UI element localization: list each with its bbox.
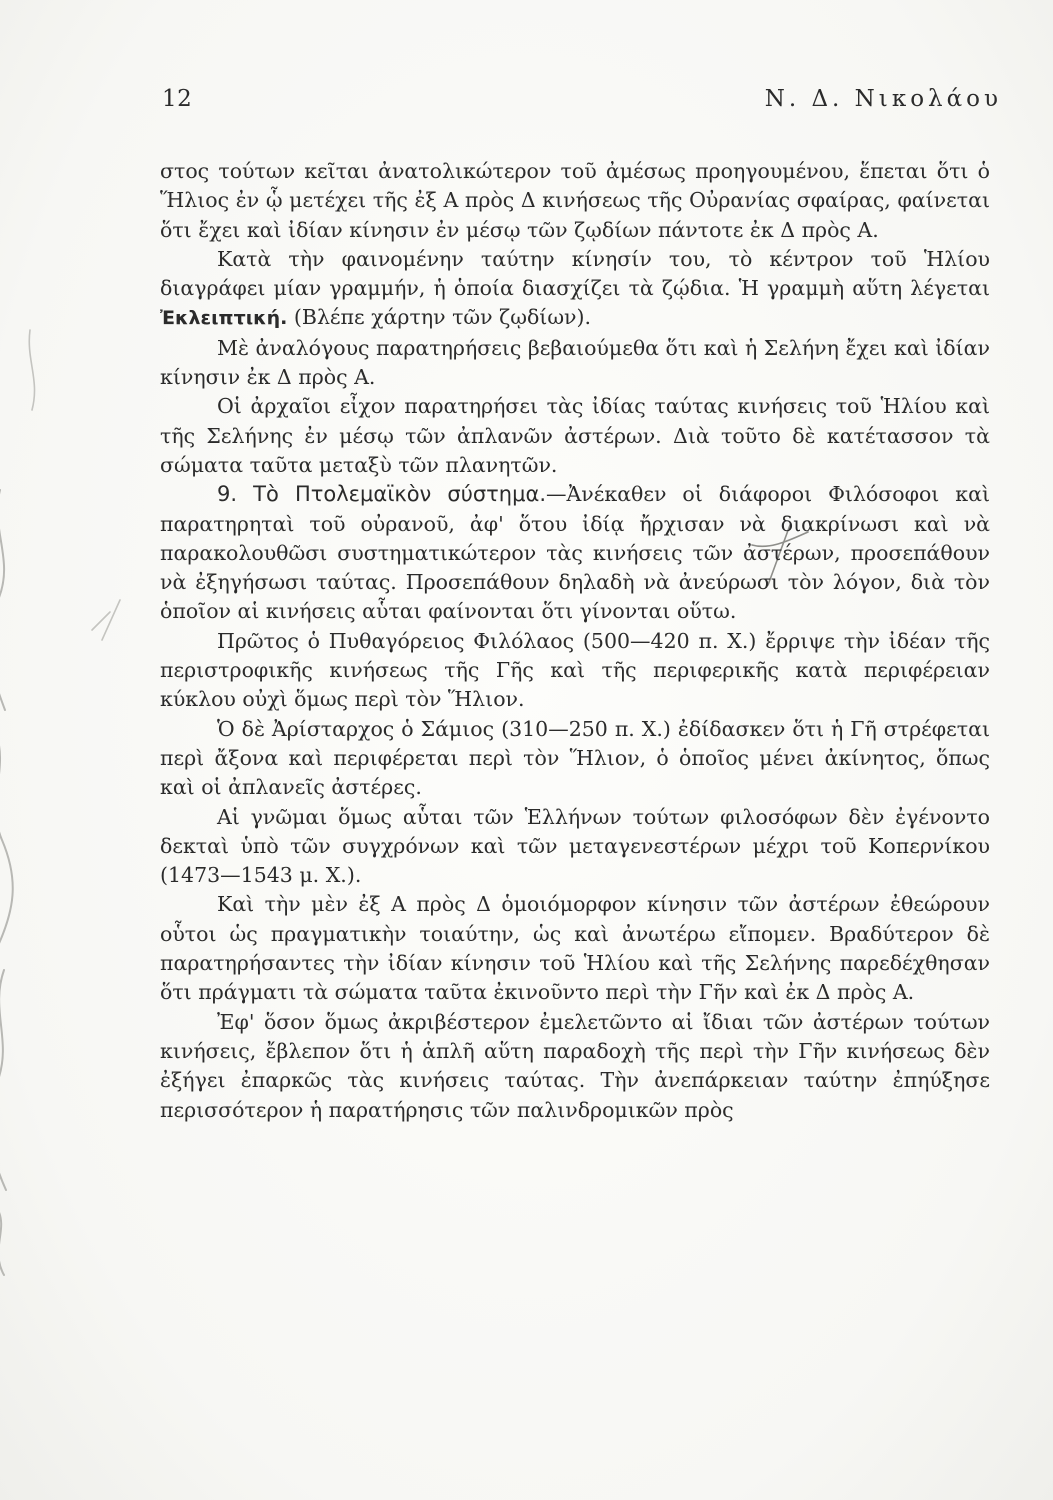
paragraph: Καὶ τὴν μὲν ἐξ Α πρὸς Δ ὁμοιόμορφον κίνησιν τῶν ἀστέρων ἐθεώρουν οὗτοι ὡς πραγματικὴν τοιαύτην, ὡς καὶ ἀνωτέρω εἴπομεν. Βραδύτερον δὲ παρατηρήσαντες τὴν ἰδίαν κίνησιν τοῦ Ἡλίου καὶ τῆς Σελήνης παρεδέχθησαν ὅτι πράγματι τὰ σώματα ταῦτα ἐκινοῦντο περὶ τὴν Γῆν καὶ ἐκ Δ πρὸς Α.	[160, 892, 990, 1005]
paragraph: Μὲ ἀναλόγους παρατηρήσεις βεβαιούμεθα ὅτι καὶ ἡ Σελήνη ἔχει καὶ ἰδίαν κίνησιν ἐκ Δ πρὸς Α.	[160, 335, 990, 390]
paragraph: Αἱ γνῶμαι ὅμως αὗται τῶν Ἑλλήνων τούτων φιλοσόφων δὲν ἐγένοντο δεκταὶ ὑπὸ τῶν συγχρόνων καὶ τῶν μεταγενεστέρων μέχρι τοῦ Κοπερνίκου (1473—1543 μ. Χ.).	[160, 804, 990, 888]
text-span: (Βλέπε χάρτην τῶν ζῳδίων).	[293, 305, 592, 330]
paragraph: Οἱ ἀρχαῖοι εἶχον παρατηρήσει τὰς ἰδίας ταύτας κινήσεις τοῦ Ἡλίου καὶ τῆς Σελήνης ἐν μέσῳ τῶν ἀπλανῶν ἀστέρων. Διὰ τοῦτο δὲ κατέτασσον τὰ σώματα ταῦτα μεταξὺ τῶν πλανητῶν.	[160, 394, 990, 477]
paragraph	[160, 245, 990, 334]
page-number: 12	[162, 86, 193, 112]
text-span: Κατὰ τὴν φαινομένην ταύτην κίνησίν του, τὸ κέντρον τοῦ Ἡλίου διαγράφει μίαν γραμμήν, ἡ ὁποία διασχίζει τὰ ζῴδια. Ἡ γραμμὴ αὕτη λέγεται	[160, 246, 990, 301]
paragraph	[160, 480, 990, 626]
term-ecliptic: Ἐκλειπτική.	[160, 307, 288, 330]
running-head: Ν. Δ. Νικολάου	[764, 86, 1002, 112]
text-span: —Ἀνέκαθεν οἱ διάφοροι Φιλόσοφοι καὶ παρατηρηταὶ τοῦ οὐρανοῦ, ἀφ' ὅτου ἰδίᾳ ἤρχισαν νὰ διακρίνωσι καὶ νὰ παρακολουθῶσι συστηματικώτερον τὰς κινήσεις τῶν ἀστέρων, προσεπάθουν νὰ ἐξηγήσωσι ταύτας. Προσεπάθουν δηλαδὴ νὰ ἀνεύρωσι τὸν λόγον, διὰ τὸν ὁποῖον αἱ κινήσεις αὗται φαίνονται ὅτι γίνονται οὕτω.	[160, 482, 990, 624]
section-heading: 9. Τὸ Πτολεμαϊκὸν σύστημα.	[217, 482, 546, 507]
main-text	[160, 157, 990, 1125]
paragraph: Ἐφ' ὅσον ὅμως ἀκριβέστερον ἐμελετῶντο αἱ ἴδιαι τῶν ἀστέρων τούτων κινήσεις, ἔβλεπον ὅτι ἡ ἁπλῆ αὕτη παραδοχὴ τῆς περὶ τὴν Γῆν κινήσεως δὲν ἐξήγει ἐπαρκῶς τὰς κινήσεις ταύτας. Τὴν ἀνεπάρκειαν ταύτην ἐπηύξησε περισσότερον ἡ παρατήρησις τῶν παλινδρομικῶν πρὸς	[160, 1009, 990, 1122]
paragraph: Ὁ δὲ Ἀρίσταρχος ὁ Σάμιος (310—250 π. Χ.) ἐδίδασκεν ὅτι ἡ Γῆ στρέφεται περὶ ἄξονα καὶ περιφέρεται περὶ τὸν Ἥλιον, ὁ ὁποῖος μένει ἀκίνητος, ὅπως καὶ οἱ ἀπλανεῖς ἀστέρες.	[160, 716, 990, 800]
paragraph: στος τούτων κεῖται ἀνατολικώτερον τοῦ ἀμέσως προηγουμένου, ἕπεται ὅτι ὁ Ἥλιος ἐν ᾧ μετέχει τῆς ἐξ Α πρὸς Δ κινήσεως τῆς Οὐρανίας σφαίρας, φαίνεται ὅτι ἔχει καὶ ἰδίαν κίνησιν ἐν μέσῳ τῶν ζῳδίων πάντοτε ἐκ Δ πρὸς Α.	[160, 159, 990, 242]
paragraph: Πρῶτος ὁ Πυθαγόρειος Φιλόλαος (500—420 π. Χ.) ἔρριψε τὴν ἰδέαν τῆς περιστροφικῆς κινήσεως τῆς Γῆς καὶ τῆς περιφερικῆς κατὰ περιφέρειαν κύκλου οὐχὶ ὅμως περὶ τὸν Ἥλιον.	[160, 628, 990, 712]
